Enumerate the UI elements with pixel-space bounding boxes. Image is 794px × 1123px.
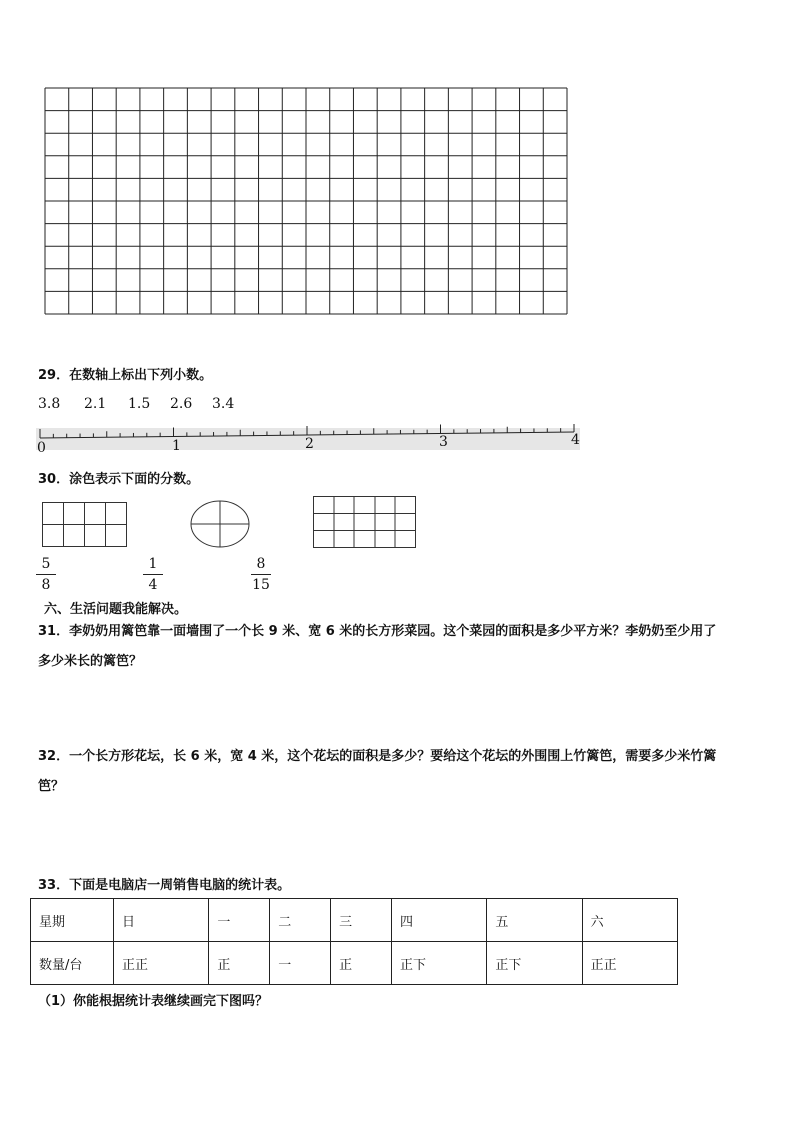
- q33-title: 33．下面是电脑店一周销售电脑的统计表。: [38, 878, 291, 893]
- axis-label-1: 1: [172, 438, 181, 454]
- axis-label-2: 2: [305, 436, 314, 452]
- fraction-numerator: 1: [148, 556, 158, 572]
- axis-label-4: 4: [571, 432, 580, 448]
- table-row: [31, 899, 678, 942]
- fraction-denominator: 15: [252, 577, 270, 593]
- row-header-quantity: 数量/台: [31, 942, 114, 985]
- day-cell: 三: [331, 899, 392, 942]
- rect-15-parts: [313, 496, 417, 550]
- section-six-heading: 六、生活问题我能解决。: [44, 602, 188, 617]
- fraction-denominator: 8: [41, 577, 51, 593]
- q32-line2: 笆？: [38, 779, 65, 794]
- table-row: [31, 942, 678, 985]
- row-header-weekday: 星期: [31, 899, 114, 942]
- day-cell: 日: [114, 899, 209, 942]
- fraction-1-4: [143, 556, 163, 593]
- decimal-3: 1.5: [128, 396, 151, 412]
- tally-cell: 正下: [487, 942, 582, 985]
- fraction-5-8: [36, 556, 56, 593]
- q29-title: 29．在数轴上标出下列小数。: [38, 368, 213, 383]
- sales-stats-table: [30, 898, 678, 985]
- circle-4-parts: [190, 500, 252, 550]
- day-cell: 五: [487, 899, 582, 942]
- tally-cell: 正正: [114, 942, 209, 985]
- day-cell: 一: [209, 899, 270, 942]
- q32-line1: 32．一个长方形花坛，长 6 米，宽 4 米，这个花坛的面积是多少？要给这个花坛的外围围上竹篱笆，需要多少米竹篱: [38, 749, 717, 764]
- axis-label-3: 3: [439, 434, 448, 450]
- square-grid: [44, 87, 568, 315]
- fraction-numerator: 8: [256, 556, 266, 572]
- q30-title: 30．涂色表示下面的分数。: [38, 472, 200, 487]
- decimal-2: 2.1: [84, 396, 107, 412]
- decimal-1: 3.8: [38, 396, 61, 412]
- tally-cell: 正下: [392, 942, 487, 985]
- tally-cell: 正: [209, 942, 270, 985]
- fraction-denominator: 4: [148, 577, 158, 593]
- tally-cell: 正: [331, 942, 392, 985]
- tally-cell: 一: [270, 942, 331, 985]
- day-cell: 二: [270, 899, 331, 942]
- rect-8-parts: [42, 502, 128, 548]
- q31-line2: 多少米长的篱笆？: [38, 654, 143, 669]
- fraction-8-15: [251, 556, 271, 593]
- day-cell: 四: [392, 899, 487, 942]
- day-cell: 六: [582, 899, 677, 942]
- decimal-4: 2.6: [170, 396, 193, 412]
- q33-subquestion-1: （1）你能根据统计表继续画完下图吗？: [38, 994, 269, 1009]
- axis-label-0: 0: [37, 440, 46, 456]
- decimal-5: 3.4: [212, 396, 235, 412]
- tally-cell: 正正: [582, 942, 677, 985]
- q31-line1: 31．李奶奶用篱笆靠一面墙围了一个长 9 米、宽 6 米的长方形菜园。这个菜园的面积是多少平方米？李奶奶至少用了: [38, 624, 717, 639]
- fraction-numerator: 5: [41, 556, 51, 572]
